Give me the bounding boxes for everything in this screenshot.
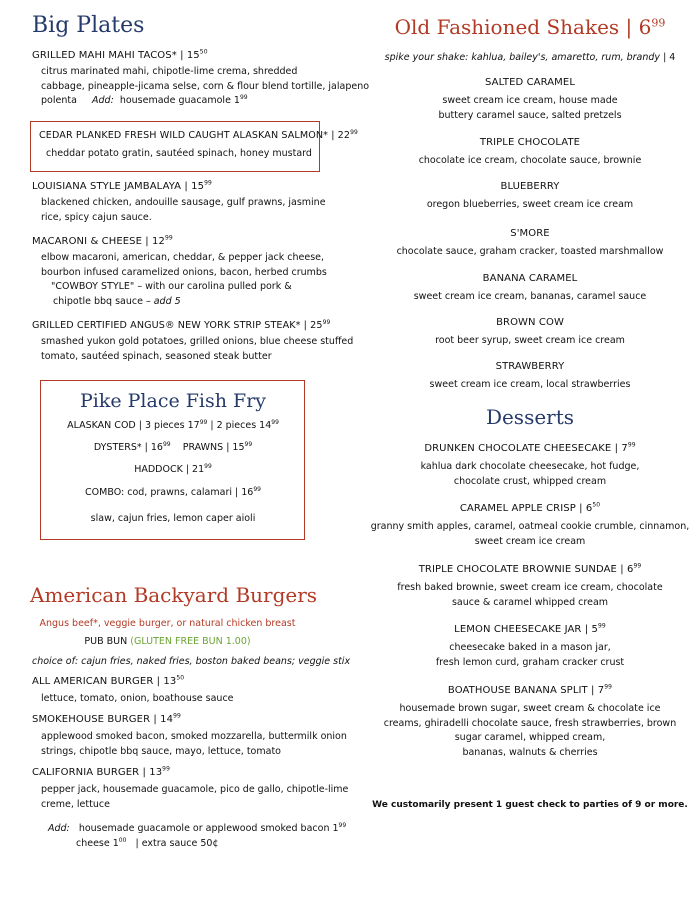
dessert-name: LEMON CHEESECAKE JAR | $5^{99}$ — [454, 622, 606, 635]
shake-desc: sweet cream ice cream, house made buttery caramel sauce, salted pretzels — [438, 95, 622, 121]
shake-desc: sweet cream ice cream, local strawberries — [429, 379, 631, 390]
dessert-desc: kahlua dark chocolate cheesecake, hot fudge, chocolate crust, whipped cream — [420, 461, 640, 487]
shakes-heading: Old Fashioned Shakes | $6^{99}$ — [394, 15, 666, 39]
all-american-title: ALL AMERICAN BURGER | $13^{50}$ — [32, 674, 185, 687]
california-desc: pepper jack, housemade guacamole, pico de gallo, chipotle-lime creme, lettuce — [41, 784, 349, 810]
burgers-add: Add: housemade guacamole or applewood smoked bacon $1^{99}$ cheese $1^{00}$ | extra sauce 50¢ — [48, 821, 347, 849]
dessert-name: CARAMEL APPLE CRISP | $6^{50}$ — [459, 501, 601, 514]
salmon-desc: cheddar potato gratin, sautéed spinach, honey mustard — [46, 148, 312, 159]
shake-name: STRAWBERRY — [495, 361, 565, 372]
jambalaya-title: LOUISIANA STYLE JAMBALAYA | $15^{99}$ — [32, 179, 212, 192]
fish-fry-haddock: HADDOCK | $21^{99}$ — [134, 462, 212, 475]
dessert-name: BOATHOUSE BANANA SPLIT | $7^{99}$ — [447, 683, 613, 696]
steak-title: GRILLED CERTIFIED ANGUS® NEW YORK STRIP STEAK* | $25^{99}$ — [32, 318, 331, 331]
shake-name: BROWN COW — [496, 317, 564, 328]
shake-name: SALTED CARAMEL — [485, 77, 575, 88]
fish-fry-cod: ALASKAN COD | 3 pieces $17^{99}$ | 2 pieces $14^{99}$ — [67, 418, 279, 431]
big-plates-heading: Big Plates — [32, 13, 145, 38]
footer-note: We customarily present 1 guest check to parties of 9 or more. — [372, 800, 688, 810]
mac-cheese-title: MACARONI & CHEESE | $12^{99}$ — [32, 234, 173, 247]
shake-name: BANANA CARAMEL — [482, 273, 578, 284]
shake-name: BLUEBERRY — [500, 181, 560, 192]
dessert-desc: fresh baked brownie, sweet cream ice cream, chocolate sauce & caramel whipped cream — [397, 582, 663, 608]
shake-name: TRIPLE CHOCOLATE — [479, 137, 581, 148]
jambalaya-desc: blackened chicken, andouille sausage, gulf prawns, jasmine rice, spicy cajun sauce. — [41, 197, 326, 223]
burgers-sub1: Angus beef*, veggie burger, or natural chicken breast — [39, 618, 296, 629]
burgers-choice: choice of: cajun fries, naked fries, boston baked beans; veggie stix — [32, 656, 351, 667]
mahi-tacos-title: GRILLED MAHI MAHI TACOS* | $15^{50}$ — [32, 48, 208, 61]
california-title: CALIFORNIA BURGER | $13^{99}$ — [32, 765, 171, 778]
shake-desc: oregon blueberries, sweet cream ice cream — [426, 199, 634, 210]
salmon-title: CEDAR PLANKED FRESH WILD CAUGHT ALASKAN SALMON* | $22^{99}$ — [39, 128, 358, 141]
mac-cheese-desc: elbow macaroni, american, cheddar, & pepper jack cheese, bourbon infused caramelized onions, bacon, herbed crumbs "COWBOY STYLE" – with our carolina pulled pork & chipotle bbq sauce – add 5 — [41, 252, 327, 307]
desserts-heading: Desserts — [485, 405, 575, 429]
fish-fry-heading: Pike Place Fish Fry — [79, 390, 267, 412]
fish-fry-oysters-prawns: DYSTERS* | $16^{99}$ PRAWNS | $15^{99}$ — [93, 440, 253, 453]
burgers-heading: American Backyard Burgers — [30, 583, 318, 607]
mahi-tacos-desc: citrus marinated mahi, chipotle-lime crema, shredded cabbage, pineapple-jicama selse, corn & flour blend tortille, jalapeno polenta Add: housemade guacamole $1^{99}$ — [41, 66, 370, 106]
shake-desc: sweet cream ice cream, bananas, caramel sauce — [413, 291, 647, 302]
steak-desc: smashed yukon gold potatoes, grilled onions, blue cheese stuffed tomato, sautéed spinach, seasoned steak butter — [41, 336, 354, 362]
fish-fry-sides: slaw, cajun fries, lemon caper aioli — [90, 513, 256, 524]
smokehouse-desc: applewood smoked bacon, smoked mozzarella, buttermilk onion strings, chipotle bbq sauce, mayo, lettuce, tomato — [41, 731, 347, 757]
shake-desc: chocolate ice cream, chocolate sauce, brownie — [418, 155, 642, 166]
shake-name: S'MORE — [510, 228, 550, 239]
dessert-name: TRIPLE CHOCOLATE BROWNIE SUNDAE | $6^{99}$ — [418, 562, 642, 575]
dessert-desc: granny smith apples, caramel, oatmeal cookie crumble, cinnamon, sweet cream ice cream — [370, 521, 690, 547]
shake-desc: root beer syrup, sweet cream ice cream — [435, 335, 625, 346]
dessert-desc: cheesecake baked in a mason jar, fresh lemon curd, graham cracker crust — [435, 642, 625, 668]
smokehouse-title: SMOKEHOUSE BURGER | $14^{99}$ — [32, 712, 181, 725]
fish-fry-combo: COMBO: cod, prawns, calamari | $16^{99}$ — [85, 485, 261, 498]
shake-desc: chocolate sauce, graham cracker, toasted marshmallow — [396, 246, 664, 257]
shakes-spike: spike your shake: kahlua, bailey's, amaretto, rum, brandy | 4 — [384, 52, 676, 63]
dessert-name: DRUNKEN CHOCOLATE CHEESECAKE | $7^{99}$ — [424, 441, 636, 454]
all-american-desc: lettuce, tomato, onion, boathouse sauce — [41, 693, 234, 704]
burgers-bun: PUB BUN (GLUTEN FREE BUN 1.00) — [84, 636, 251, 647]
dessert-desc: housemade brown sugar, sweet cream & chocolate ice creams, ghiradelli chocolate sauce, fresh strawberries, brown sugar caramel, whipped cream, bananas, walnuts & cherries — [383, 703, 677, 758]
